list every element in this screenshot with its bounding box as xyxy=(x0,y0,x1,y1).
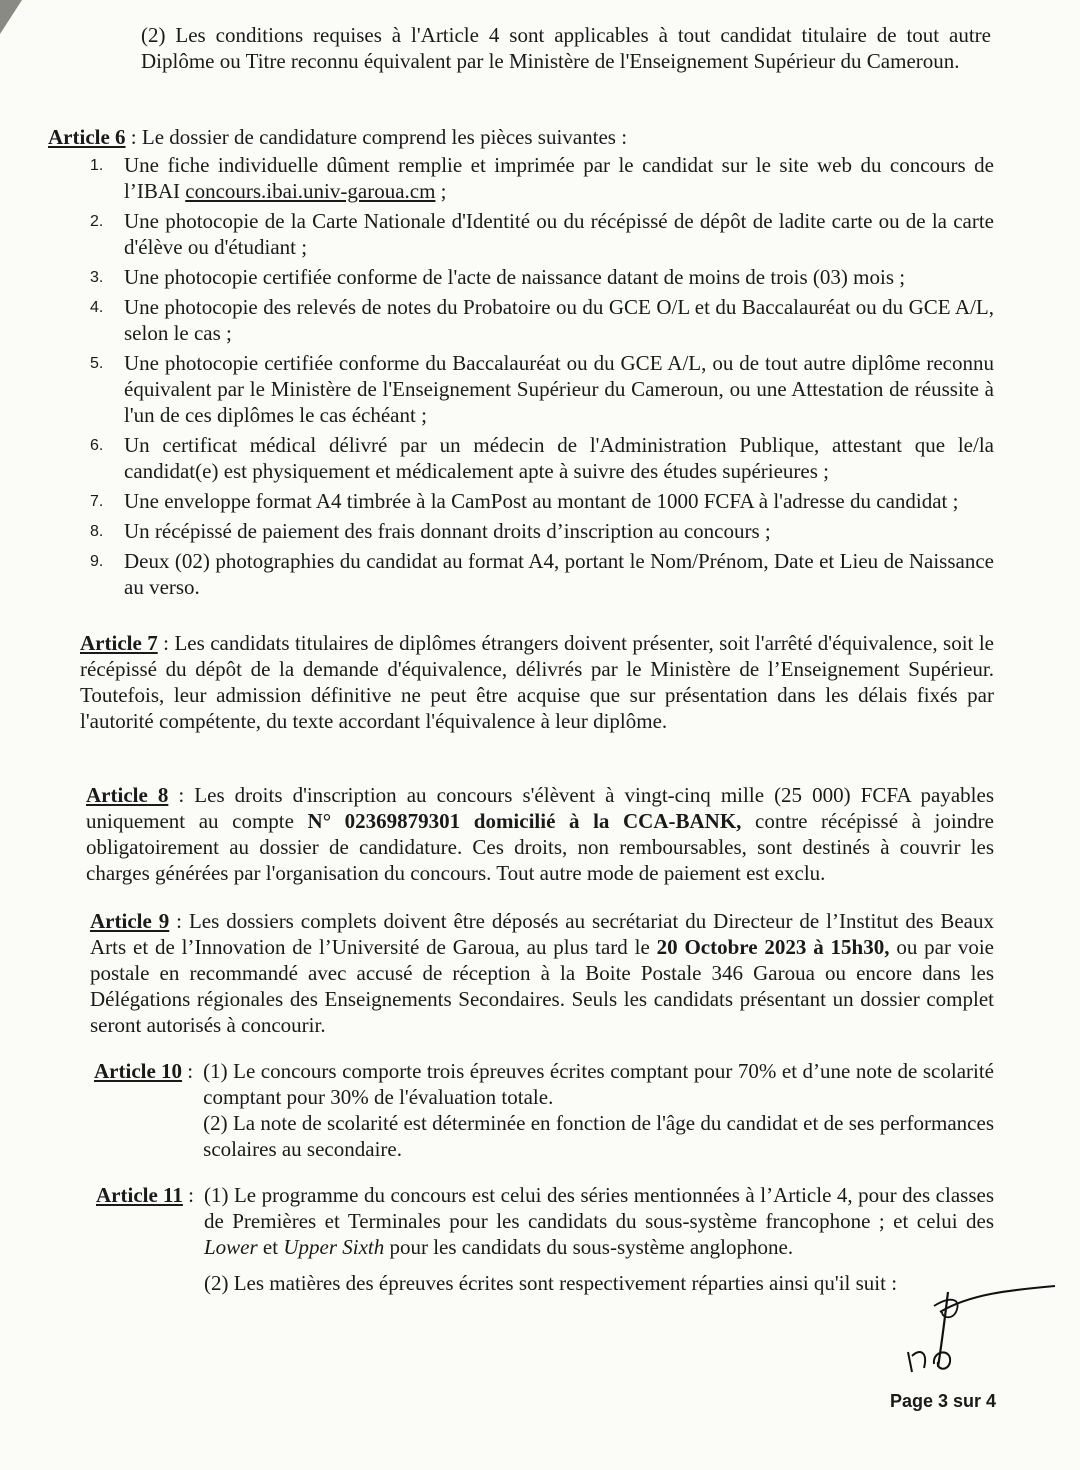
article11-para-2: (2) Les matières des épreuves écrites sont respectivement réparties ainsi qu'il suit : xyxy=(203,1271,898,1295)
handwritten-initials-icon xyxy=(890,1272,1060,1382)
article7-label: Article 7 xyxy=(80,631,158,655)
article7-paragraph: Article 7 : Les candidats titulaires de diplômes étrangers doivent présenter, soit l'arrêté d'équivalence, soit le récépissé du dépôt de la demande d'équivalence, délivrés par le Ministère de l’Enseignement Supérieur. Toutefois, leur admission définitive ne peut être acquise que sur présentation dans les délais fixés par l'autorité compétente, du texte accordant l'équivalence à leur diplôme. xyxy=(80,631,994,733)
article10-para-2: (2) La note de scolarité est déterminée en fonction de l'âge du candidat et de ses performances scolaires au secondaire. xyxy=(203,1111,994,1161)
list-item: 2. Une photocopie de la Carte Nationale d'Identité ou du récépissé de dépôt de ladite carte ou de la carte d'élève ou d'étudiant ; xyxy=(90,209,994,259)
deadline-date: 20 Octobre 2023 à 15h30, xyxy=(656,935,890,959)
article6-heading xyxy=(48,124,988,150)
list-item: 9. Deux (02) photographies du candidat au format A4, portant le Nom/Prénom, Date et Lieu de Naissance au verso. xyxy=(90,549,994,599)
article11-label: Article 11 xyxy=(96,1183,183,1207)
contest-website-link[interactable]: concours.ibai.univ-garoua.cm xyxy=(185,179,436,203)
article9-paragraph: Article 9 : Les dossiers complets doivent être déposés au secrétariat du Directeur de l’Institut des Beaux Arts et de l’Innovation de l’Université de Garoua, au plus tard le 20 Octobre 2023 à 15h30, ou par voie postale en recommandé avec accusé de réception à la Boite Postale 346 Garoua ou encore dans les Délégations régionales des Enseignements Secondaires. Seuls les candidats présentant un dossier complet seront autorisés à concourir. xyxy=(90,909,994,1037)
article8-paragraph: Article 8 : Les droits d'inscription au concours s'élèvent à vingt-cinq mille (25 000) FCFA payables uniquement au compte N° 02369879301 domicilié à la CCA-BANK, contre récépissé à joindre obligatoirement au dossier de candidature. Ces droits, non remboursables, sont destinés à couvrir les charges générées par l'organisation du concours. Tout autre mode de paiement est exclu. xyxy=(86,783,994,885)
list-item: 4. Une photocopie des relevés de notes du Probatoire ou du GCE O/L et du Baccalauréat ou du GCE A/L, selon le cas ; xyxy=(90,295,994,345)
article9-label: Article 9 xyxy=(90,909,170,933)
list-item: 1. Une fiche individuelle dûment remplie et imprimée par le candidat sur le site web du concours de l’IBAI concours.ibai.univ-garoua.cm ; xyxy=(90,153,994,203)
article10-para-1: (1) Le concours comporte trois épreuves écrites comptant pour 70% et d’une note de scolarité comptant pour 30% de l'évaluation totale. xyxy=(203,1059,994,1109)
list-item: 7. Une enveloppe format A4 timbrée à la CamPost au montant de 1000 FCFA à l'adresse du candidat ; xyxy=(90,489,959,513)
article8-label: Article 8 xyxy=(86,783,169,807)
article10-block: Article 10 : (1) Le concours comporte trois épreuves écrites comptant pour 70% et d’une note de scolarité comptant pour 30% de l'évaluation totale. (2) La note de scolarité est déterminée en fonction de l'âge du candidat et de ses performances scolaires au secondaire. xyxy=(94,1059,994,1161)
article11-para-1: (1) Le programme du concours est celui des séries mentionnées à l’Article 4, pour des classes de Premières et Terminales pour les candidats du sous-système francophone ; et celui des Lower et Upper Sixth pour les candidats du sous-système anglophone. xyxy=(203,1183,994,1259)
page-number: Page 3 sur 4 xyxy=(890,1391,997,1411)
article6-intro: : Le dossier de candidature comprend les pièces suivantes : xyxy=(125,125,628,149)
article5-paragraph-2: (2) Les conditions requises à l'Article 4 sont applicables à tout candidat titulaire de tout autre Diplôme ou Titre reconnu équivalent par le Ministère de l'Enseignement Supérieur du Cameroun. xyxy=(141,23,991,73)
article11-block: Article 11 : (1) Le programme du concours est celui des séries mentionnées à l’Article 4, pour des classes de Premières et Terminales pour les candidats du sous-système francophone ; et celui des Lower et Upper Sixth pour les candidats du sous-système anglophone. (2) Les matières des épreuves écrites sont respectivement réparties ainsi qu'il suit : xyxy=(96,1183,994,1295)
article6-list xyxy=(90,152,994,604)
bank-account: N° 02369879301 domicilié à la CCA-BANK, xyxy=(307,809,742,833)
article6-label: Article 6 xyxy=(48,125,126,149)
list-item: 8. Un récépissé de paiement des frais donnant droits d’inscription au concours ; xyxy=(90,519,771,543)
list-item: 3. Une photocopie certifiée conforme de l'acte de naissance datant de moins de trois (03) mois ; xyxy=(90,265,906,289)
list-item: 6. Un certificat médical délivré par un médecin de l'Administration Publique, attestant que le/la candidat(e) est physiquement et médicalement apte à suivre des études supérieures ; xyxy=(90,433,994,483)
article10-label: Article 10 xyxy=(94,1059,183,1083)
list-item: 5. Une photocopie certifiée conforme du Baccalauréat ou du GCE A/L, ou de tout autre diplôme reconnu équivalent par le Ministère de l'Enseignement Supérieur du Cameroun, ou une Attestation de réussite à l'un de ces diplômes le cas échéant ; xyxy=(90,351,994,427)
